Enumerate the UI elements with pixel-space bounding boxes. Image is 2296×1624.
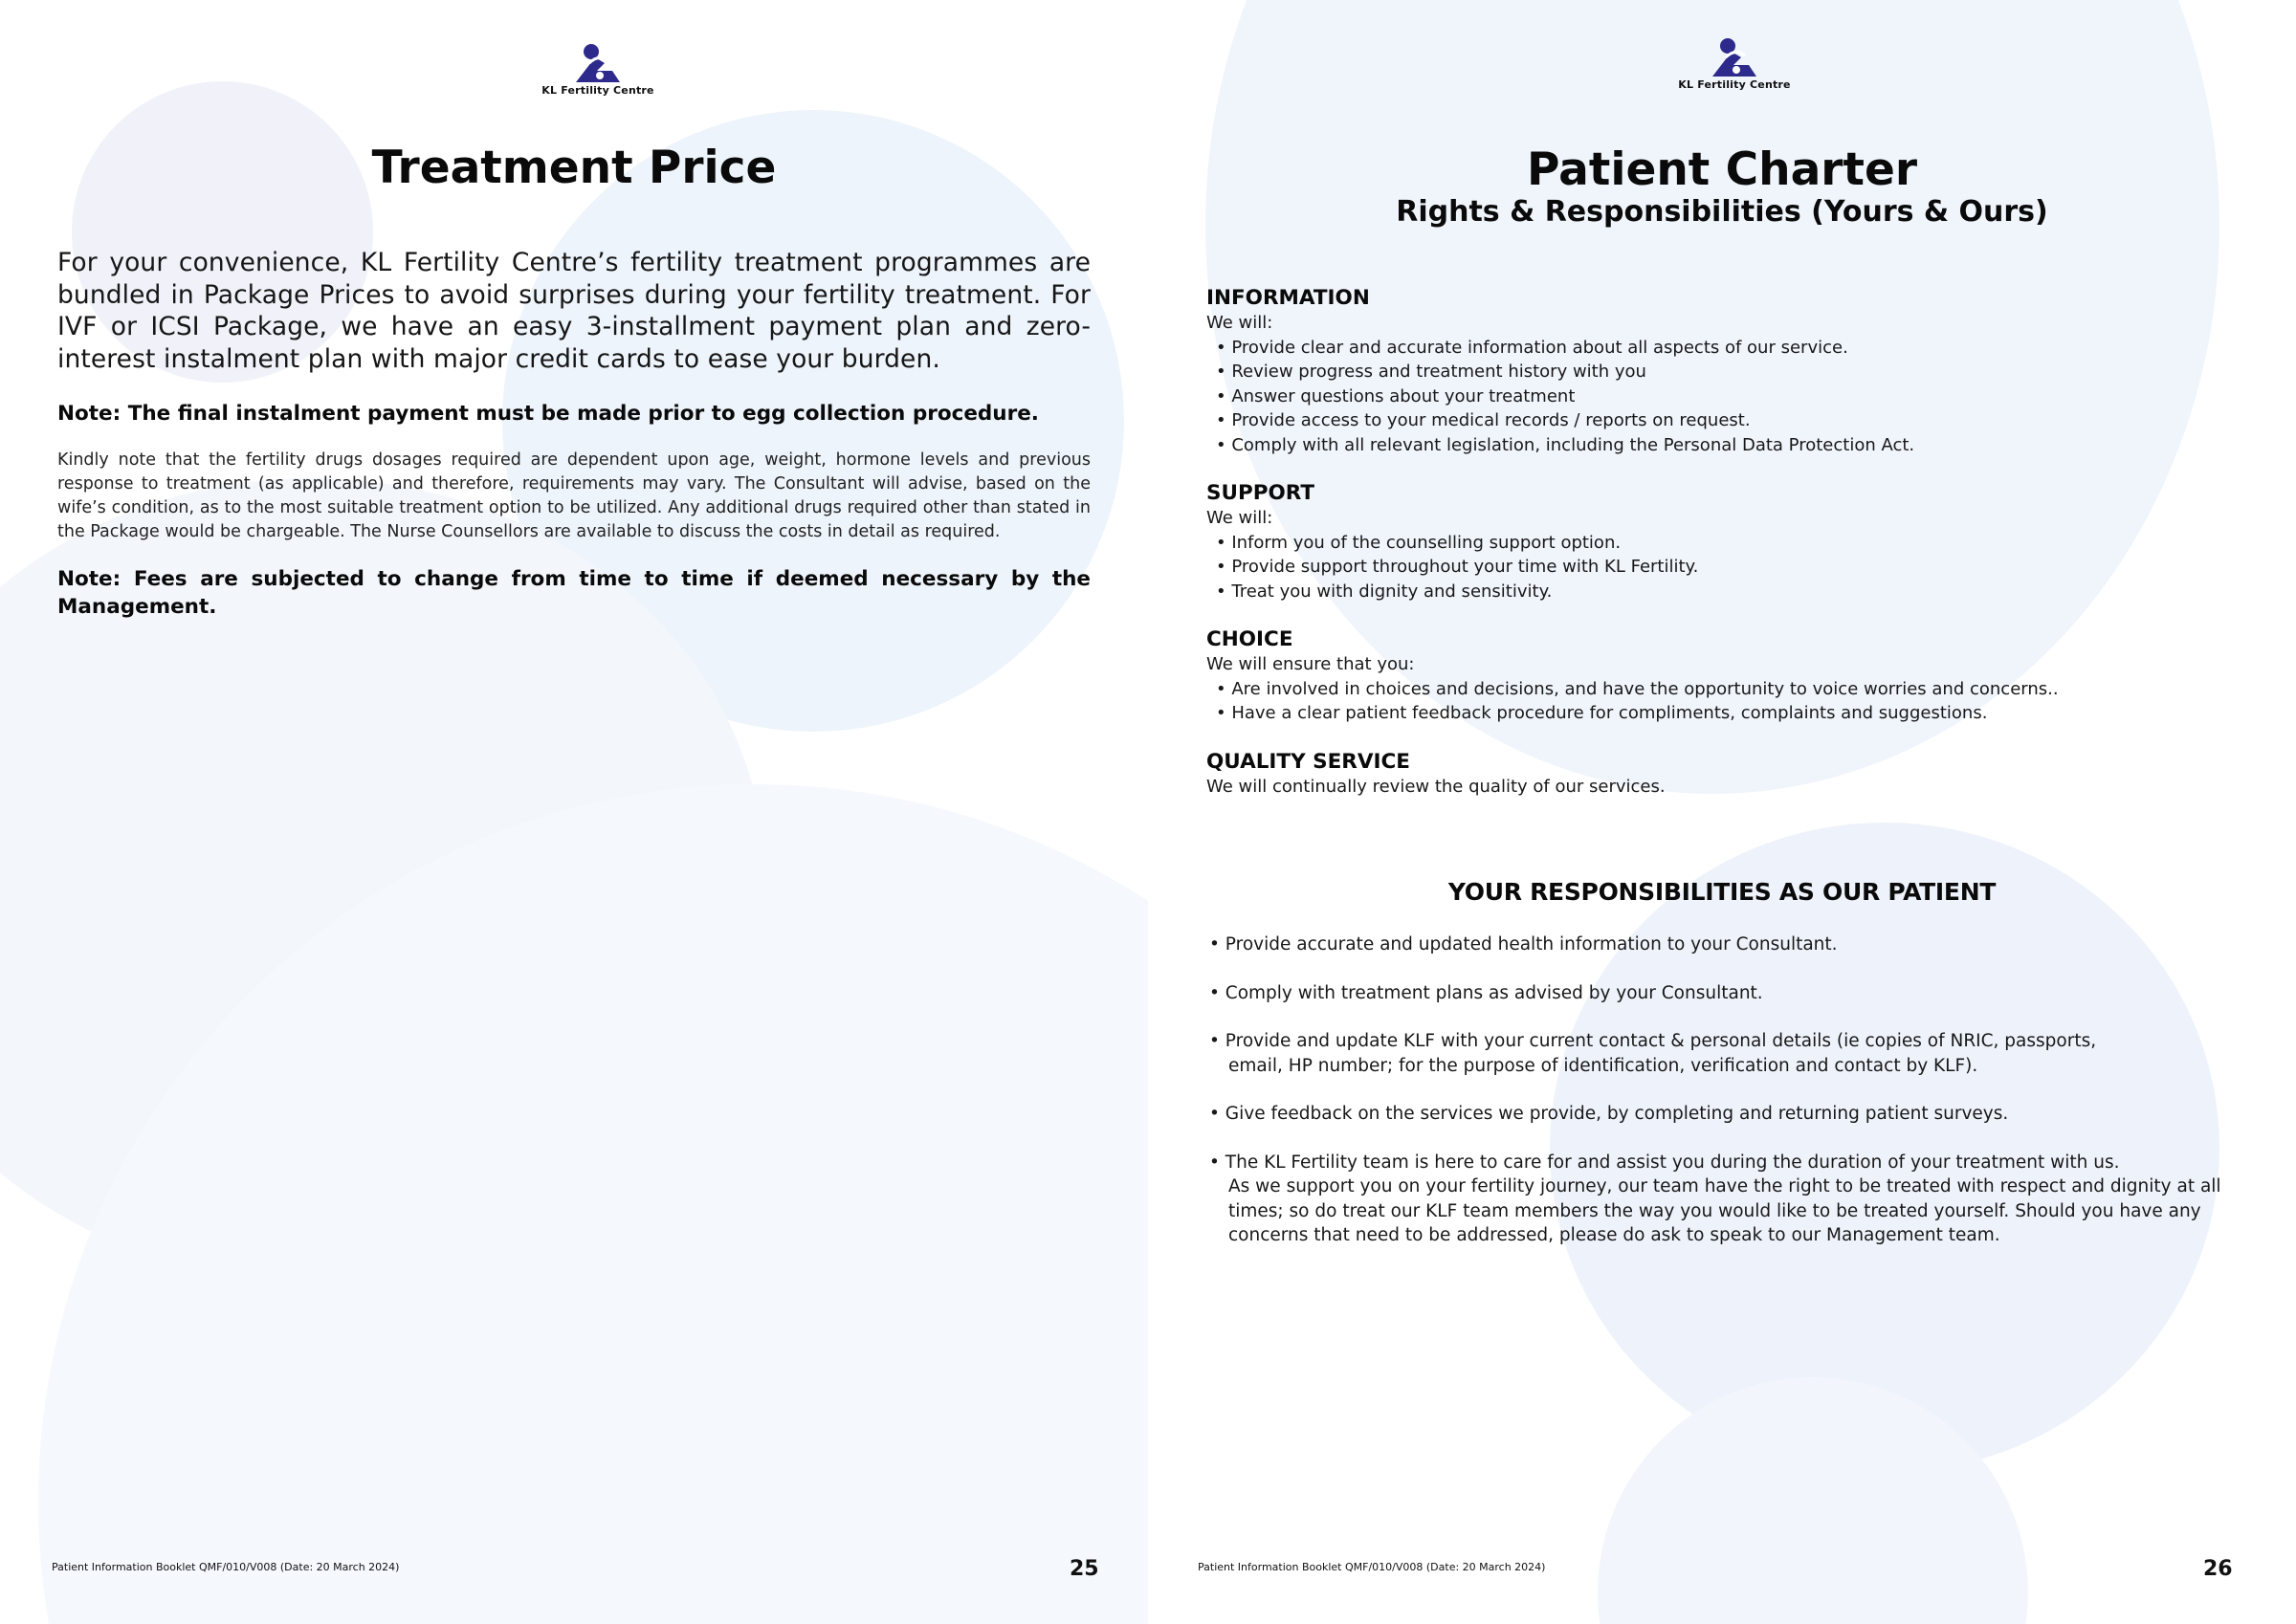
charter-sections [1206, 285, 2278, 799]
list-item [1209, 981, 2271, 1006]
section-intro: We will: [1206, 508, 1273, 528]
section-heading: SUPPORT [1206, 481, 1314, 505]
list-item [1209, 1029, 2271, 1078]
list-item: • Provide clear and accurate information about all aspects of our service. [1216, 337, 1848, 358]
list-item-text: • The KL Fertility team is here to care for and assist you during the duration of your treatment with us. [1209, 1152, 2120, 1173]
list-item: • Answer questions about your treatment [1216, 385, 1576, 406]
main-content [57, 247, 1091, 621]
list-item-text: • Give feedback on the services we provide, by completing and returning patient surveys. [1209, 1104, 2009, 1124]
section-information [1206, 285, 2278, 457]
klf-logo-icon [570, 42, 626, 84]
responsibilities-title: YOUR RESPONSIBILITIES AS OUR PATIENT [1447, 878, 1997, 906]
list-item: • Review progress and treatment history with you [1216, 362, 1646, 382]
list-item [1209, 933, 2271, 957]
section-intro: We will ensure that you: [1206, 654, 1415, 674]
page-number: 26 [2203, 1557, 2233, 1581]
klf-logo [531, 42, 665, 97]
list-item-text: • Comply with treatment plans as advised by your Consultant. [1209, 982, 1763, 1003]
page-title: Treatment Price [371, 142, 777, 194]
logo-text: KL Fertility Centre [1678, 78, 1791, 91]
list-item: • Comply with all relevant legislation, including the Personal Data Protection Act. [1216, 434, 1915, 455]
section-choice [1206, 626, 2278, 726]
footer-text: Patient Information Booklet QMF/010/V008 (Date: 20 March 2024) [52, 1561, 400, 1573]
list-item-continuation: email, HP number; for the purpose of identification, verification and contact by KLF). [1228, 1055, 1978, 1076]
footer-text: Patient Information Booklet QMF/010/V008 (Date: 20 March 2024) [1198, 1561, 1546, 1573]
section-intro: We will: [1206, 313, 1273, 333]
list-item [1209, 1102, 2271, 1127]
klf-logo-icon [1707, 36, 1762, 78]
list-item: • Provide access to your medical records / reports on request. [1216, 410, 1751, 430]
page-26 [1148, 0, 2296, 1624]
logo-text: KL Fertility Centre [541, 84, 654, 97]
list-item-text: • Provide accurate and updated health information to your Consultant. [1209, 934, 1838, 955]
section-heading: INFORMATION [1206, 286, 1370, 310]
fees-note: Note: Fees are subjected to change from time to time if deemed necessary by the Management. [57, 567, 1091, 619]
responsibilities-list [1209, 933, 2271, 1272]
page-subtitle: Rights & Responsibilities (Yours & Ours) [1396, 195, 2048, 229]
klf-logo [1667, 36, 1801, 91]
list-item-continuation: As we support you on your fertility journey, our team have the right to be treated with respect and dignity at all times; so do treat our KLF team members the way you would like to be treated yourself. Should you have any concerns that need to be addressed, please do ask to speak to our Management team. [1228, 1176, 2221, 1245]
page-title: Patient Charter [1526, 143, 1917, 196]
page-number: 25 [1070, 1557, 1099, 1581]
list-item-text: • Provide and update KLF with your current contact & personal details (ie copies of NRIC, passports, [1209, 1031, 2097, 1051]
list-item [1209, 1151, 2271, 1248]
section-intro: We will continually review the quality of our services. [1206, 776, 1666, 797]
section-quality-service [1206, 749, 2278, 800]
details-paragraph: Kindly note that the fertility drugs dosages required are dependent upon age, weight, hormone levels and previous response to treatment (as applicable) and therefore, requirements may vary. The Consultant will advise, based on the wife’s condition, as to the most suitable treatment option to be utilized. Any additional drugs required other than stated in the Package would be chargeable. The Nurse Counsellors are available to discuss the costs in detail as required. [57, 450, 1091, 541]
list-item: • Inform you of the counselling support option. [1216, 532, 1622, 553]
section-heading: QUALITY SERVICE [1206, 749, 1410, 774]
instalment-note: Note: The final instalment payment must be made prior to egg collection procedure. [57, 402, 1039, 426]
list-item: • Provide support throughout your time with KL Fertility. [1216, 557, 1699, 577]
list-item: • Treat you with dignity and sensitivity. [1216, 581, 1553, 602]
section-support [1206, 480, 2278, 604]
list-item: • Are involved in choices and decisions, and have the opportunity to voice worries and concerns.. [1216, 678, 2059, 699]
section-heading: CHOICE [1206, 627, 1293, 651]
list-item: • Have a clear patient feedback procedure for compliments, complaints and suggestions. [1216, 703, 1988, 723]
intro-paragraph: For your convenience, KL Fertility Centre’s fertility treatment programmes are bundled in Package Prices to avoid surprises during your fertility treatment. For IVF or ICSI Package, we have an easy 3-installment payment plan and zero-interest instalment plan with major credit cards to ease your burden. [57, 248, 1091, 374]
